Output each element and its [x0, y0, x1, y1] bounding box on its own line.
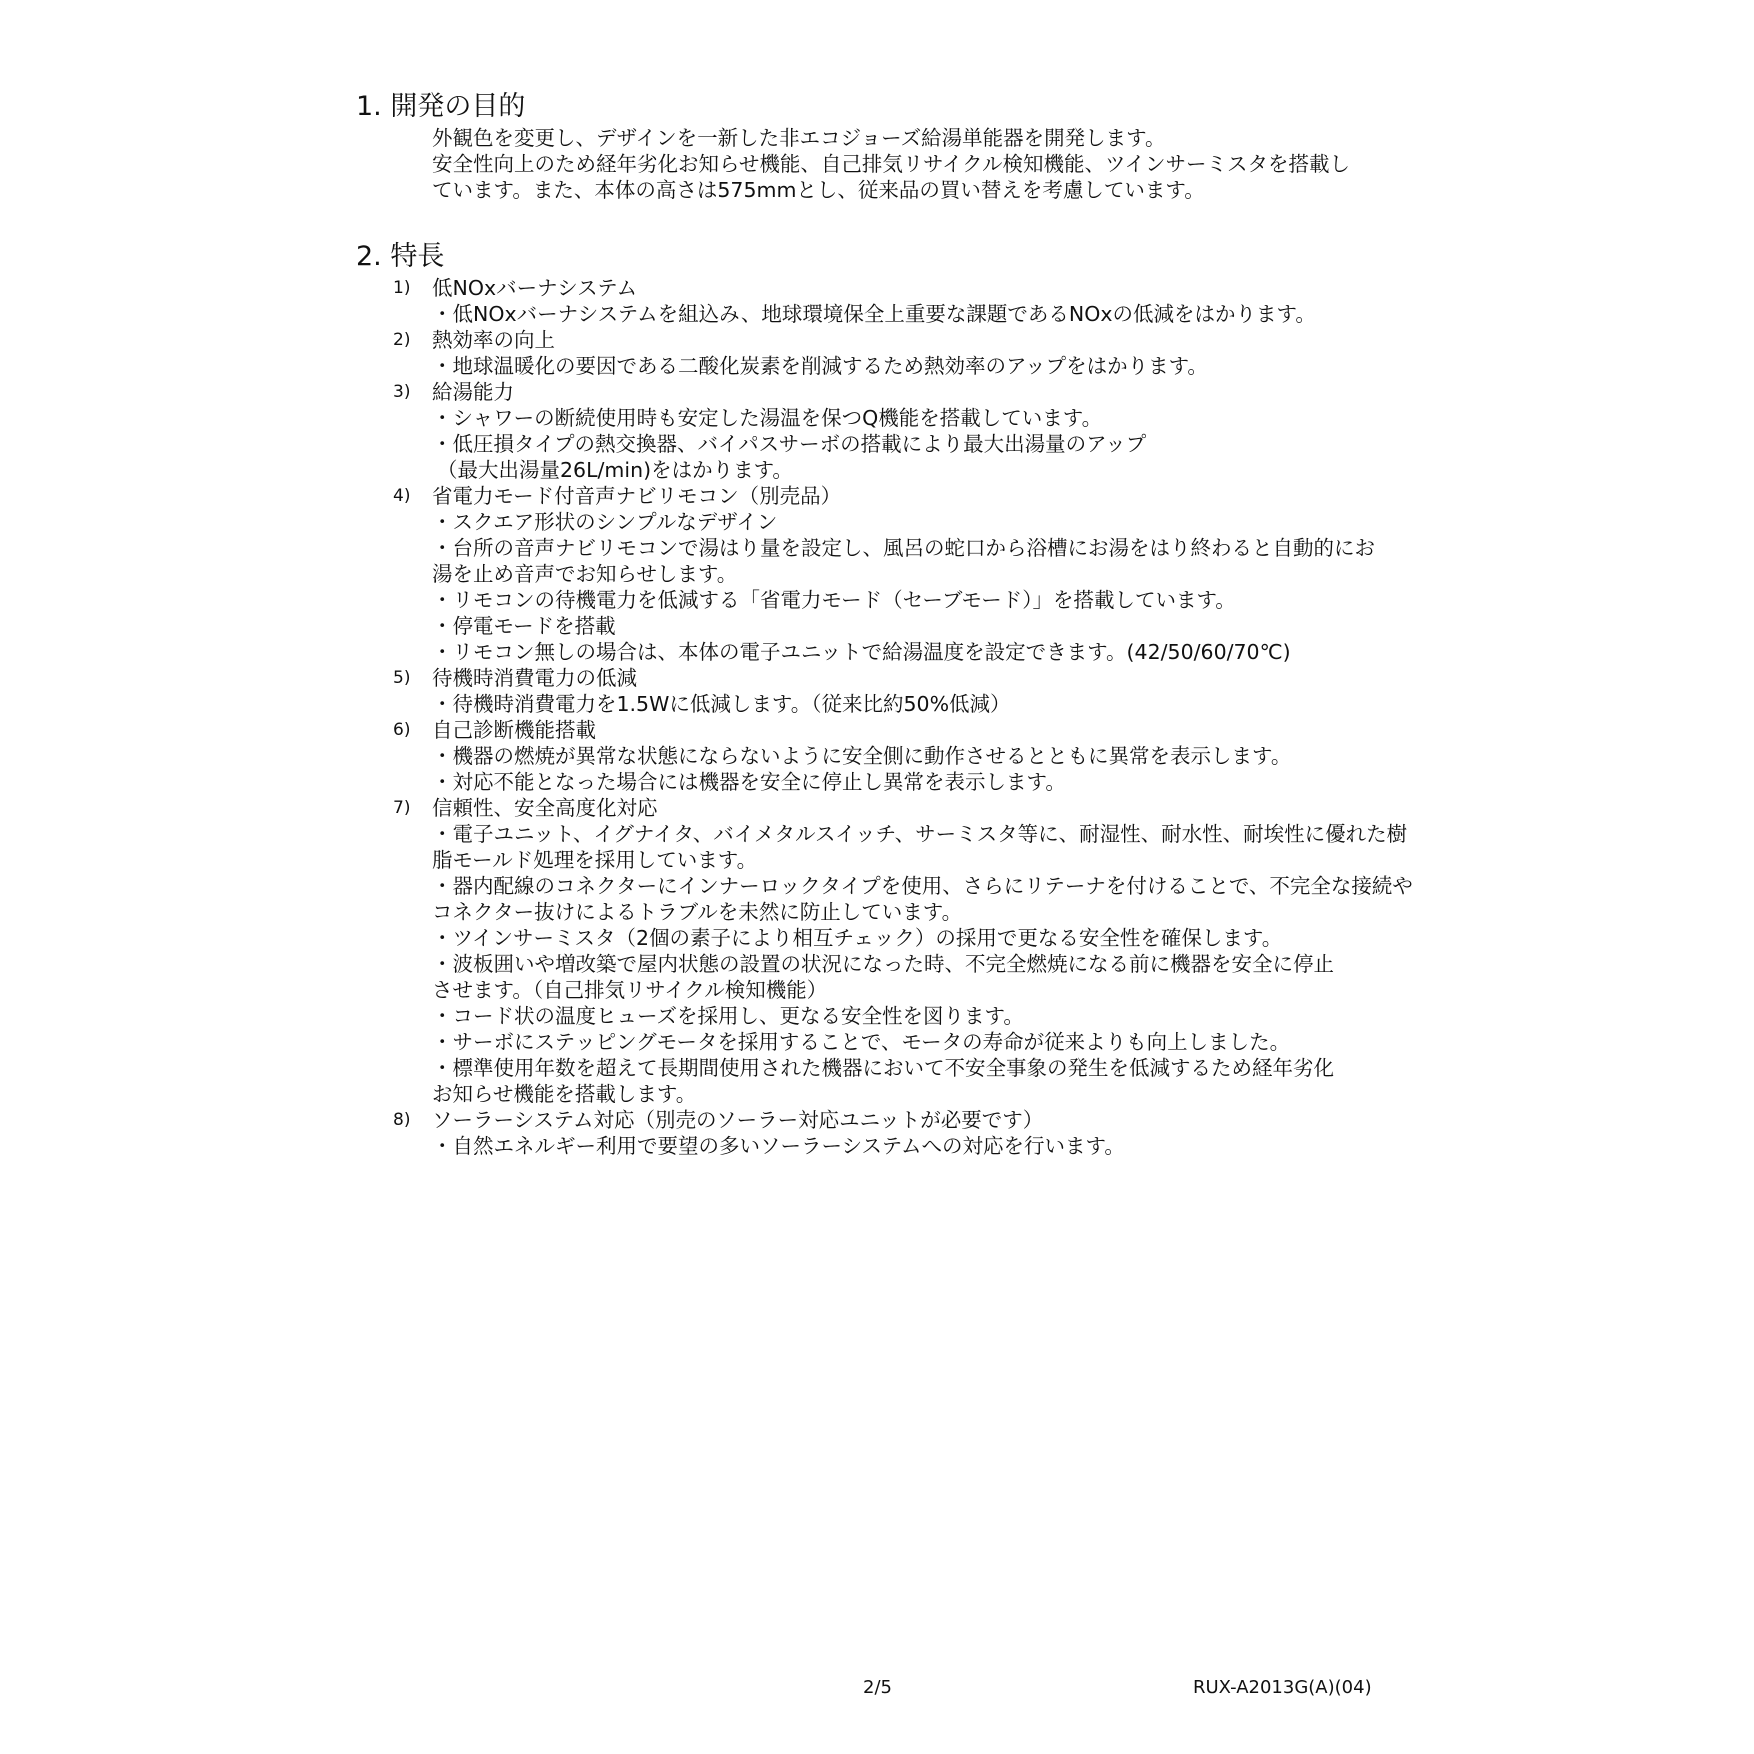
item-line: ・ツインサーミスタ（2個の素子により相互チェック）の採用で更なる安全性を確保します。 — [432, 926, 1283, 950]
item-line: 湯を止め音声でお知らせします。 — [432, 562, 738, 586]
item-line: コネクター抜けによるトラブルを未然に防止しています。 — [432, 900, 963, 924]
item-line: ・機器の燃焼が異常な状態にならないように安全側に動作させるとともに異常を表示します。 — [432, 744, 1292, 768]
item-number: 2) — [393, 330, 411, 350]
item-heading: 信頼性、安全高度化対応 — [432, 796, 658, 820]
item-line: （最大出湯量26L/min)をはかります。 — [437, 458, 793, 482]
section-2-title: 2. 特長 — [356, 241, 445, 272]
item-number: 1) — [393, 278, 411, 298]
item-line: ・電子ユニット、イグナイタ、バイメタルスイッチ、サーミスタ等に、耐湿性、耐水性、耐埃性に優れた樹 — [432, 822, 1408, 846]
item-line: ・低NOxバーナシステムを組込み、地球環境保全上重要な課題であるNOxの低減をはかります。 — [432, 302, 1316, 326]
item-line: ・台所の音声ナビリモコンで湯はり量を設定し、風呂の蛇口から浴槽にお湯をはり終わると自動的にお — [432, 536, 1375, 560]
item-line: ・器内配線のコネクターにインナーロックタイプを使用、さらにリテーナを付けることで、不完全な接続や — [432, 874, 1413, 898]
item-heading: 給湯能力 — [432, 380, 514, 404]
item-line: させます。（自己排気リサイクル検知機能） — [432, 978, 828, 1002]
item-line: ・リモコンの待機電力を低減する「省電力モード（セーブモード）」を搭載しています。 — [432, 588, 1236, 612]
item-number: 6) — [393, 720, 411, 740]
page-number: 2/5 — [863, 1677, 892, 1698]
item-number: 7) — [393, 798, 411, 818]
section-1-line: 安全性向上のため経年劣化お知らせ機能、自己排気リサイクル検知機能、ツインサーミスタを搭載し — [432, 152, 1350, 176]
document-id: RUX-A2013G(A)(04) — [1193, 1677, 1372, 1698]
item-heading: 省電力モード付音声ナビリモコン（別売品） — [432, 484, 842, 508]
item-line: ・シャワーの断続使用時も安定した湯温を保つQ機能を搭載しています。 — [432, 406, 1103, 430]
item-line: ・波板囲いや増改築で屋内状態の設置の状況になった時、不完全燃焼になる前に機器を安全に停止 — [432, 952, 1334, 976]
item-line: ・停電モードを搭載 — [432, 614, 616, 638]
item-heading: 熱効率の向上 — [432, 328, 555, 352]
item-heading: 自己診断機能搭載 — [432, 718, 596, 742]
item-number: 3) — [393, 382, 411, 402]
item-heading: ソーラーシステム対応（別売のソーラー対応ユニットが必要です） — [432, 1108, 1044, 1132]
item-line: ・サーボにステッピングモータを採用することで、モータの寿命が従来よりも向上しました。 — [432, 1030, 1291, 1054]
item-line: ・地球温暖化の要因である二酸化炭素を削減するため熱効率のアップをはかります。 — [432, 354, 1208, 378]
item-line: ・待機時消費電力を1.5Wに低減します。（従来比約50%低減） — [432, 692, 1011, 716]
item-line: お知らせ機能を搭載します。 — [432, 1082, 697, 1106]
item-line: ・対応不能となった場合には機器を安全に停止し異常を表示します。 — [432, 770, 1066, 794]
section-1-line: 外観色を変更し、デザインを一新した非エコジョーズ給湯単能器を開発します。 — [432, 126, 1166, 150]
item-line: ・標準使用年数を超えて長期間使用された機器において不安全事象の発生を低減するため経年劣化 — [432, 1056, 1334, 1080]
item-line: ・スクエア形状のシンプルなデザイン — [432, 510, 778, 534]
item-line: ・リモコン無しの場合は、本体の電子ユニットで給湯温度を設定できます。(42/50/60/70℃) — [432, 640, 1291, 664]
item-number: 8) — [393, 1110, 411, 1130]
item-number: 5) — [393, 668, 411, 688]
section-1-line: ています。また、本体の高さは575mmとし、従来品の買い替えを考慮しています。 — [432, 178, 1205, 202]
item-heading: 待機時消費電力の低減 — [432, 666, 637, 690]
item-number: 4) — [393, 486, 411, 506]
item-line: 脂モールド処理を採用しています。 — [432, 848, 758, 872]
item-line: ・コード状の温度ヒューズを採用し、更なる安全性を図ります。 — [432, 1004, 1024, 1028]
item-line: ・自然エネルギー利用で要望の多いソーラーシステムへの対応を行います。 — [432, 1134, 1125, 1158]
section-1-title: 1. 開発の目的 — [356, 91, 526, 122]
item-line: ・低圧損タイプの熱交換器、バイパスサーボの搭載により最大出湯量のアップ — [432, 432, 1147, 456]
item-heading: 低NOxバーナシステム — [432, 276, 638, 300]
